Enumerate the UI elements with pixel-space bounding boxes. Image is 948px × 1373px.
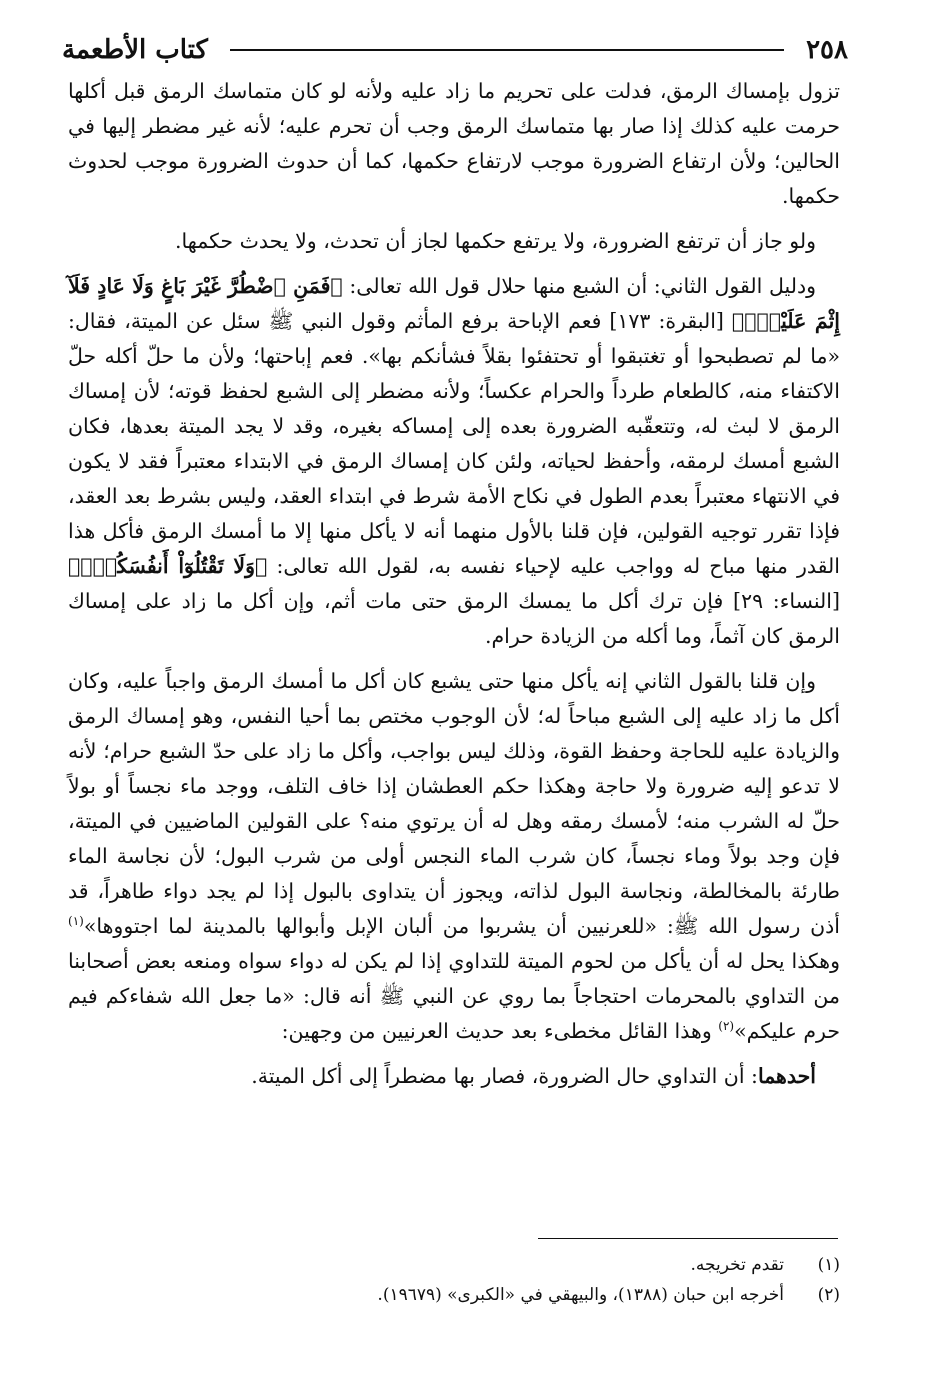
paragraph-text: [البقرة: ١٧٣] فعم الإباحة برفع المأثم وقول النبي ﷺ سئل عن الميتة، فقال: «ما لم تصطبحوا أو تغتبقوا أو تحتفئوا بقلاً فشأنكم بها». فعم إباحتها؛ ولأن ما حلّ أكله حلّ الاكتفاء منه، كالطعام طرداً والحرام عكساً؛ ولأنه مضطر إلى الشبع لحفظ قوته؛ لأن إمساك الرمق لا لبث له، وتتعقّبه الضرورة بعده إلى إمساكه بغيره، وقد لا يجد الميتة بعدها، فكان الشبع أمسك لرمقه، وأحفظ لحياته، ولئن كان إمساك الرمق في الابتداء معتبراً فقد لا يكون في الانتهاء معتبراً بعدم الطول في نكاح الأمة شرط في ابتداء العقد، وليس بشرط بعد العقد، فإذا تقرر توجيه القولين، فإن قلنا بالأول منهما أنه لا يأكل منها إلا ما أمسك الرمق فأكل هذا القدر منها مباح له وواجب عليه لإحياء نفسه به، لقول الله تعالى: [68,309,840,578]
paragraph-5 [68,1059,840,1094]
page-header [62,28,848,72]
footnotes [200,1250,840,1310]
footnote-number: (١) [817,1255,840,1275]
footnote-ref-2[interactable]: (٢) [718,1019,735,1034]
paragraph-text: تزول بإمساك الرمق، فدلت على تحريم ما زاد عليه ولأنه لو كان متماسك الرمق قبل أكلها حرمت عليه كذلك إذا صار بها متماسك الرمق وجب أن تحرم عليه؛ لأنه غير مضطر إليها في الحالين؛ ولأن ارتفاع الضرورة موجب لارتفاع حكمها، كما أن حدوث الضرورة موجب لحدوث حكمها. [68,79,840,208]
paragraph-4 [68,664,840,1049]
point-label: أحدهما [757,1064,816,1088]
footnote-divider [538,1238,838,1239]
footnote-ref-1[interactable]: (١) [68,914,84,929]
paragraph-2 [68,224,840,259]
paragraph-3 [68,269,840,654]
quran-verse: ﴿وَلَا تَقْتُلُوٓاْ أَنفُسَكُمْۚ﴾ [68,554,268,578]
paragraph-text: وإن قلنا بالقول الثاني إنه يأكل منها حتى يشبع كان أكل ما أمسك الرمق واجباً عليه، وكان أكل ما زاد عليه إلى الشبع مباحاً له؛ لأن الوجوب مختص بما أحيا النفس، وهو إمساك الرمق والزيادة عليه للحاجة وحفظ القوة، وذلك ليس بواجب، وأكل ما زاد على حدّ الشبع حرام؛ لأنه لا تدعو إليه ضرورة ولا حاجة وهكذا حكم العطشان إذا خاف التلف، ووجد ماء نجساً أو بولاً حلّ له الشرب منه؛ لأمسك رمقه وهل له أن يرتوي منه؟ على القولين الماضيين في الميتة، فإن وجد بولاً وماء نجساً، كان شرب الماء النجس أولى من شرب البول؛ لأن نجاسة الماء طارئة بالمخالطة، ونجاسة البول لذاته، ويجوز أن يتداوى بالبول إذا لم يجد دواء طاهراً، قد أذن رسول الله ﷺ: «للعرنيين أن يشربوا من ألبان الإبل وأبوالها بالمدينة لما اجتووها» [68,669,840,938]
paragraph-text: ودليل القول الثاني: أن الشبع منها حلال قول الله تعالى: [349,274,816,298]
page-number: ٢٥٨ [806,35,848,65]
paragraph-1 [68,74,840,214]
footnote-text: تقدم تخريجه. [690,1255,784,1275]
paragraph-text: : أن التداوي حال الضرورة، فصار بها مضطراً إلى أكل الميتة. [251,1064,758,1088]
footnote-number: (٢) [817,1285,840,1305]
header-rule [230,49,784,51]
paragraph-text: [النساء: ٢٩] فإن ترك أكل ما يمسك الرمق حتى مات أثم، وإن أكل ما زاد على إمساك الرمق كان آثماً، وما أكله من الزيادة حرام. [68,589,840,648]
quran-verse: ﴿فَمَنِ ٱضْطُرَّ غَيْرَ بَاغٍ وَلَا عَادٍ فَلَآ إِثْمَ عَلَيْهِۚ﴾ [68,274,840,333]
paragraph-text: وهكذا يحل له أن يأكل من لحوم الميتة للتداوي إذا لم يكن له دواء سواه ومنعه بعض أصحابنا من التداوي بالمحرمات احتجاجاً بما روي عن النبي ﷺ أنه قال: «ما جعل الله شفاءكم فيم حرم عليكم» [68,949,840,1043]
paragraph-text: ولو جاز أن ترتفع الضرورة، ولا يرتفع حكمها لجاز أن تحدث، ولا يحدث حكمها. [175,229,816,253]
footnote-text: أخرجه ابن حبان (١٣٨٨)، والبيهقي في «الكبرى» (١٩٦٧٩). [377,1285,784,1305]
paragraph-text: وهذا القائل مخطىء بعد حديث العرنيين من وجهين: [281,1019,712,1043]
footnote-1 [200,1250,840,1280]
page-body [68,74,840,1104]
book-title: كتاب الأطعمة [62,35,208,65]
footnote-2 [200,1280,840,1310]
